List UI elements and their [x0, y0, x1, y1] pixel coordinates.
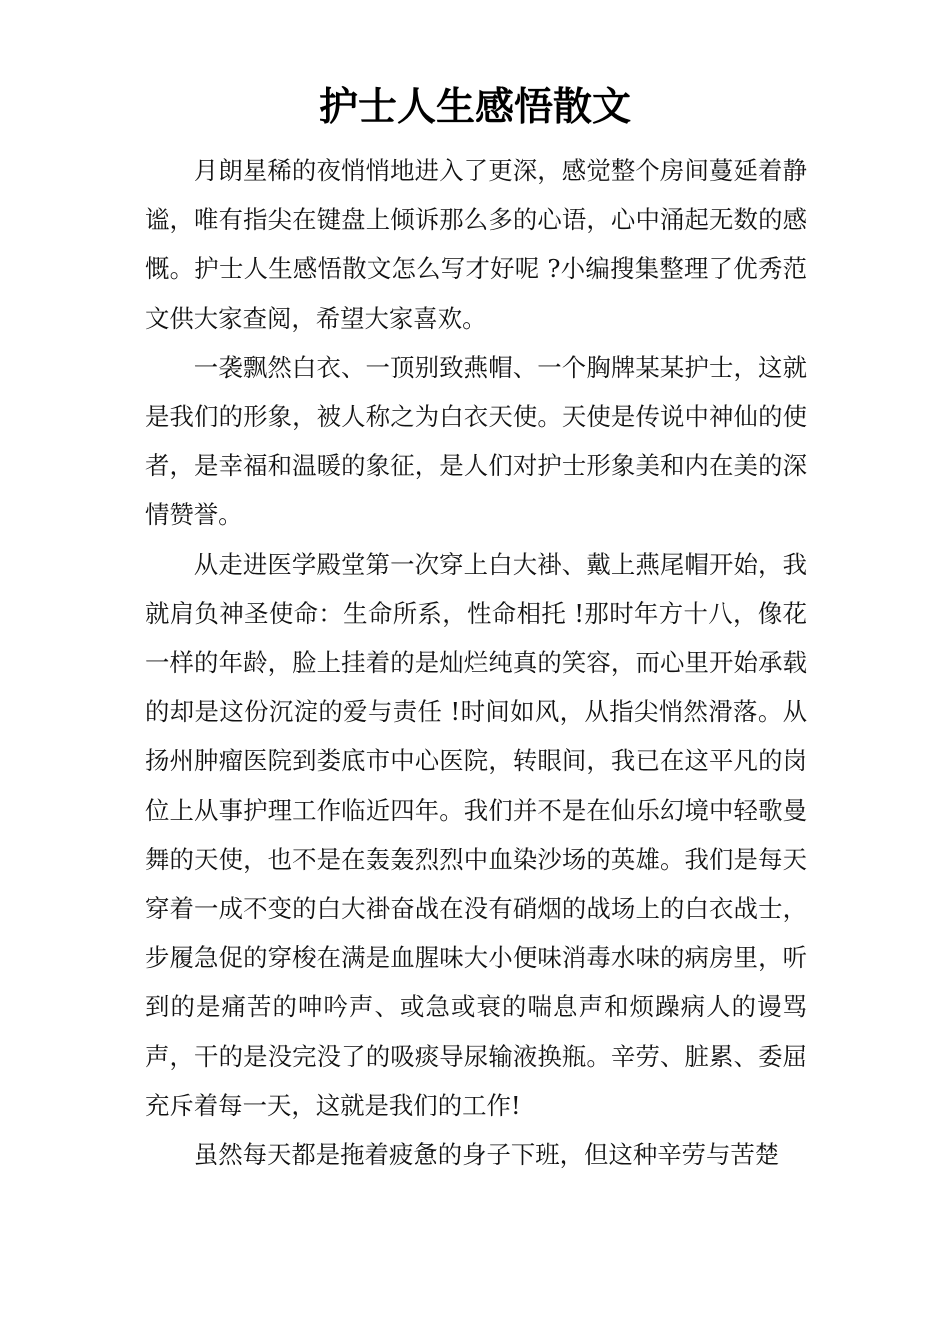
- paragraph-career: 从走进医学殿堂第一次穿上白大褂、戴上燕尾帽开始，我就肩负神圣使命：生命所系，性命相托 !那时年方十八，像花一样的年龄，脸上挂着的是灿烂纯真的笑容，而心里开始承载的却是这份沉淀的爱与责任 !时间如风，从指尖悄然滑落。从扬州肿瘤医院到娄底市中心医院，转眼间，我已在这平凡的岗位上从事护理工作临近四年。我们并不是在仙乐幻境中轻歌曼舞的天使，也不是在轰轰烈烈中血染沙场的英雄。我们是每天穿着一成不变的白大褂奋战在没有硝烟的战场上的白衣战士，步履急促的穿梭在满是血腥味大小便味消毒水味的病房里，听到的是痛苦的呻吟声、或急或衰的喘息声和烦躁病人的谩骂声，干的是没完没了的吸痰导尿输液换瓶。辛劳、脏累、委屈充斥着每一天，这就是我们的工作!: [145, 549, 807, 1120]
- document-body: [145, 146, 807, 1179]
- paragraph-intro: 月朗星稀的夜悄悄地进入了更深，感觉整个房间蔓延着静谧，唯有指尖在键盘上倾诉那么多的心语，心中涌起无数的感慨。护士人生感悟散文怎么写才好呢 ?小编搜集整理了优秀范文供大家查阅，希望大家喜欢。: [145, 156, 807, 333]
- paragraph-image: 一袭飘然白衣、一顶别致燕帽、一个胸牌某某护士，这就是我们的形象，被人称之为白衣天使。天使是传说中神仙的使者，是幸福和温暖的象征，是人们对护士形象美和内在美的深情赞誉。: [145, 352, 807, 530]
- paragraph-continuation: 虽然每天都是拖着疲惫的身子下班，但这种辛劳与苦楚: [193, 1140, 780, 1170]
- document-title: 护士人生感悟散文: [318, 84, 631, 130]
